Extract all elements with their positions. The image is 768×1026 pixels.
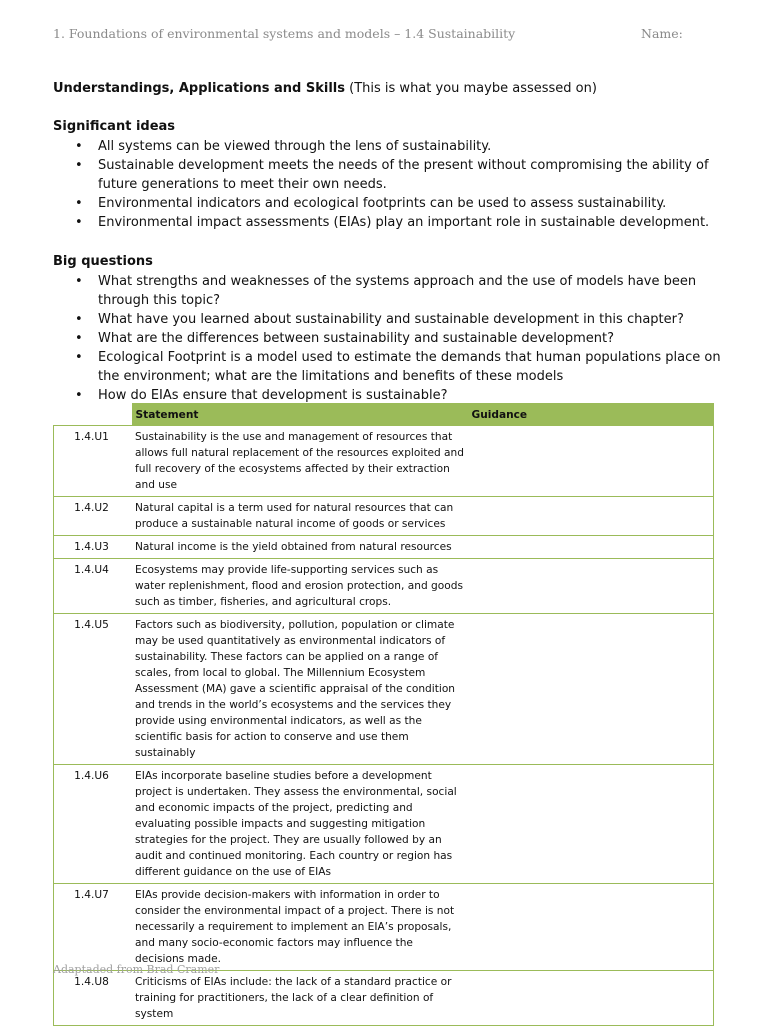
- code-column-header: [54, 404, 133, 426]
- table-row: [54, 559, 714, 614]
- bullet-icon: •: [75, 158, 83, 173]
- heading-bold: Understandings, Applications and Skills: [53, 81, 346, 96]
- outcome-statement: Ecosystems may provide life-supporting services such as water replenishment, flood and erosion protection, and goods such as timber, fisheries, and agricultural crops.: [132, 559, 468, 614]
- bullet-icon: •: [75, 312, 83, 327]
- statement-column-header: Statement: [132, 404, 468, 426]
- table-row: [54, 614, 714, 765]
- table-row: [54, 884, 714, 971]
- big-questions-title: Big questions: [53, 254, 153, 269]
- outcome-code: 1.4.U7: [54, 884, 133, 971]
- bullet-icon: •: [75, 331, 83, 346]
- outcome-guidance: [468, 614, 714, 765]
- table-header-row: [54, 404, 714, 426]
- page-header: [53, 26, 728, 44]
- outcome-statement: EIAs incorporate baseline studies before a development project is undertaken. They assess the environmental, social and economic impacts of the project, predicting and evaluating possible impacts and suggesting mitigation strategies for the project. They are usually followed by an audit and continued monitoring. Each country or region has different guidance on the use of EIAs: [132, 765, 468, 884]
- list-item: • Sustainable development meets the needs of the present without compromising the ability of future generations to meet their own needs.: [75, 158, 709, 192]
- significant-ideas-list: [53, 137, 723, 232]
- table-row: [54, 971, 714, 1026]
- bullet-icon: •: [75, 196, 83, 211]
- outcome-code: 1.4.U3: [54, 536, 133, 559]
- table-row: [54, 426, 714, 497]
- list-item: • Ecological Footprint is a model used to estimate the demands that human populations place on the environment; what are the limitations and benefits of these models: [75, 350, 721, 384]
- big-questions-list: [53, 272, 723, 405]
- name-label: Name:: [641, 26, 683, 41]
- outcome-code: 1.4.U1: [54, 426, 133, 497]
- outcome-statement: Criticisms of EIAs include: the lack of a standard practice or training for practitioners, the lack of a clear definition of system: [132, 971, 468, 1026]
- significant-ideas-title: Significant ideas: [53, 119, 176, 134]
- outcome-guidance: [468, 971, 714, 1026]
- list-item: • What are the differences between sustainability and sustainable development?: [75, 331, 615, 346]
- outcome-code: 1.4.U5: [54, 614, 133, 765]
- list-item: • Environmental indicators and ecological footprints can be used to assess sustainability.: [75, 196, 667, 211]
- bullet-icon: •: [75, 215, 83, 230]
- list-item: • What strengths and weaknesses of the systems approach and the use of models have been through this topic?: [75, 274, 697, 308]
- outcome-statement: Factors such as biodiversity, pollution, population or climate may be used quantitatively as environmental indicators of sustainability. These factors can be applied on a range of scales, from local to global. The Millennium Ecosystem Assessment (MA) gave a scientific appraisal of the condition and trends in the world’s ecosystems and the services they provide using environmental indicators, as well as the scientific basis for action to conserve and use them sustainably: [132, 614, 468, 765]
- list-item: • How do EIAs ensure that development is sustainable?: [75, 388, 448, 403]
- header-title: 1. Foundations of environmental systems and models – 1.4 Sustainability: [53, 26, 516, 41]
- outcome-guidance: [468, 559, 714, 614]
- list-item: • All systems can be viewed through the lens of sustainability.: [75, 139, 492, 154]
- outcome-code: 1.4.U6: [54, 765, 133, 884]
- outcome-statement: Natural capital is a term used for natural resources that can produce a sustainable natural income of goods or services: [132, 497, 468, 536]
- list-item: • What have you learned about sustainability and sustainable development in this chapter?: [75, 312, 684, 327]
- bullet-icon: •: [75, 388, 83, 403]
- outcome-statement: EIAs provide decision-makers with information in order to consider the environmental impact of a project. There is not necessarily a requirement to implement an EIA’s proposals, and many socio-economic factors may influence the decisions made.: [132, 884, 468, 971]
- outcome-guidance: [468, 426, 714, 497]
- outcomes-table: [53, 403, 714, 1026]
- bullet-icon: •: [75, 350, 83, 365]
- heading-note: (This is what you maybe assessed on): [345, 81, 597, 96]
- outcome-code: 1.4.U2: [54, 497, 133, 536]
- table-row: [54, 497, 714, 536]
- page-footer: Adaptaded from Brad Cramer: [53, 963, 220, 976]
- outcome-statement: Sustainability is the use and management of resources that allows full natural replacement of the resources exploited and full recovery of the ecosystems affected by their extraction and use: [132, 426, 468, 497]
- outcome-statement: Natural income is the yield obtained from natural resources: [132, 536, 468, 559]
- table-row: [54, 765, 714, 884]
- table-row: [54, 536, 714, 559]
- guidance-column-header: Guidance: [468, 404, 714, 426]
- outcome-code: 1.4.U4: [54, 559, 133, 614]
- outcome-guidance: [468, 884, 714, 971]
- outcome-guidance: [468, 536, 714, 559]
- list-item: • Environmental impact assessments (EIAs) play an important role in sustainable development.: [75, 215, 710, 230]
- bullet-icon: •: [75, 139, 83, 154]
- outcome-guidance: [468, 765, 714, 884]
- page-heading: [53, 80, 597, 98]
- outcome-code: 1.4.U8: [54, 971, 133, 1026]
- bullet-icon: •: [75, 274, 83, 289]
- outcome-guidance: [468, 497, 714, 536]
